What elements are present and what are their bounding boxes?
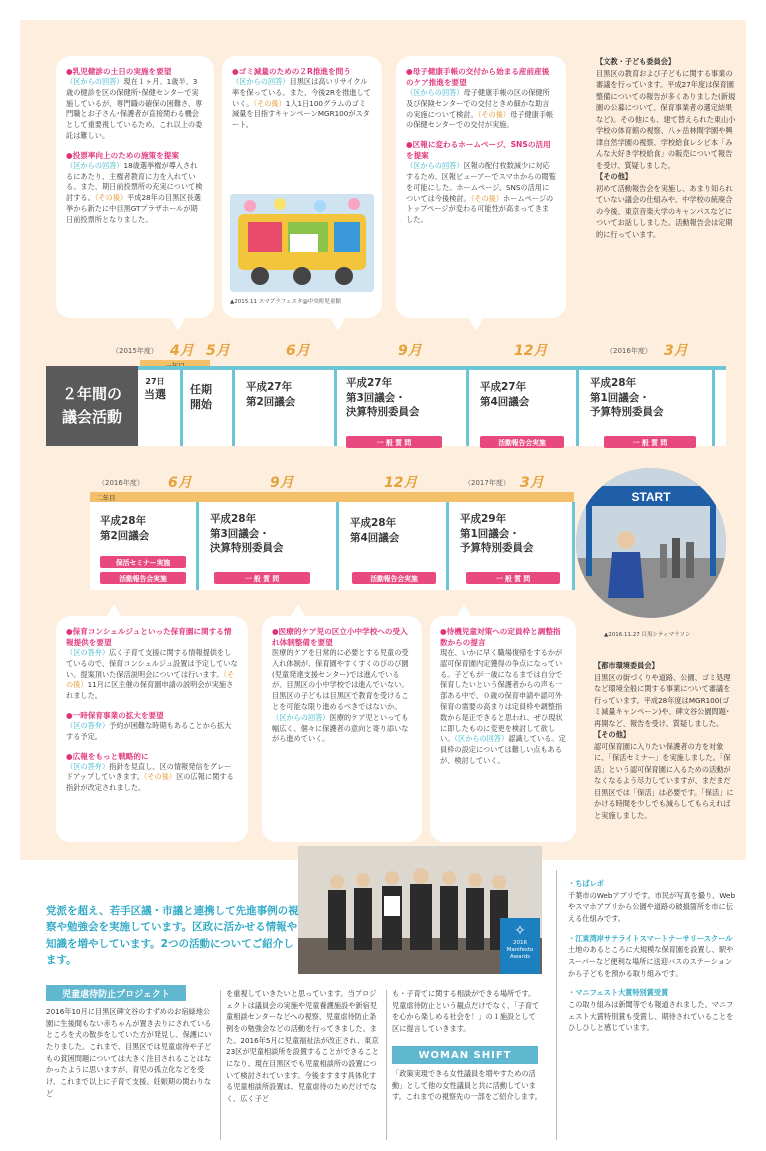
cell-line: 第2回議会 [246,395,296,408]
tag: （その後） [143,772,177,782]
cell-line: 平成28年 [590,377,637,389]
bubble-tail [468,317,484,331]
column-divider [220,990,221,1140]
badge-seminar: 保活セミナー実施 [100,556,186,568]
cell-line: 平成27年 [346,377,393,389]
month-sep: 9月 [270,475,294,491]
committee-text: 目黒区の教育および子どもに関する事業の審議を行っています。平成27年度は保育園整備についての報告が多くありました(新規園の公募について、保育事業者の選定結果など)。その他にも、建て替えられた東山小学校の体育館の視察、八ヶ岳林間学園や興津自然学園の視察、学校給食レシピ本「みんな大好き学校給食」の販売について報告を受け、質疑しました。 [596,68,736,170]
fiscal-year-label: （2017年度） [464,479,510,487]
cell-line: 予算特別委員会 [590,406,664,419]
cell-2017-mar [460,512,534,556]
text: 区の広報に関する指針が改定されました。 [66,772,234,793]
tag: （その後） [470,193,504,203]
tag: （区の答弁） [66,648,110,657]
section1-col1: 2016年10月に目黒区碑文谷のすずめのお宿緑地公園に生後間もない赤ちゃんが置き去りにされているところを犬の散歩をしていた方が発見し、保護にいたりました。これまで、目黒区では児童虐待や子どもの貧困問題については大きく注目されることはなかったように思いますが、育児の孤立化などを受け、これまで以上に子育て支援、妊娠期の関わりなど [46,1007,212,1098]
committee-education [596,56,736,240]
tag: （区からの回答） [406,161,464,171]
cell-2016-mar [590,376,664,420]
item-maternity [406,66,556,131]
cell-2016-dec [350,516,399,545]
bubble-tail [330,317,346,331]
badge-activity-report: 活動報告会実施 [480,436,564,448]
section1-col2: を重視していきたいと思っています。当プロジェクトは議員会の実施や児童養護施設や新宿児童相談センターなどへの視察、児童虐待防止条例をの勉強会などの活動を行ってきました。また、2016年5月に児童福祉法が改正され、東京23区が児童相談所を設置することができることになり、現在目黒区でも児童相談所の設置について検討されています。今後ますます具体化する児童相談所設置は、児童虐待のためだけでなく、広く子ど [226,989,379,1103]
badge-general-question: 一 般 質 問 [604,436,696,448]
tag: （区からの回答） [406,88,464,97]
text: 目黒区は高いリサイクル率を保っている。また、今後2Rを推進していく。 [232,77,371,108]
cell-line: 平成27年 [246,381,293,393]
badge-general-question: 一 般 質 問 [346,436,442,448]
year-bar-2 [90,492,574,502]
text: 医療的ケアを日常的に必要とする児童の受入れ体制が、保育園やすくすくのびのび園(児童発達支援センター)では進んでいるが、目黒区の小中学校では進んでいない。目黒区の子どもは目黒区で教育を受けることを可能な限り進めるべきではないか。 [272,648,409,711]
heading: ●ゴミ減量のための２R推進を問う [232,67,351,76]
column-divider [556,870,557,1140]
tag: （その後） [94,193,128,203]
tag: （その後） [477,109,511,119]
cell-line: 決算特別委員会 [210,542,284,555]
marathon-caption: ▲2016.11.27 目黒シティマラソン [604,632,691,638]
tag: （区からの回答） [66,160,124,170]
tag: （その後） [253,98,286,108]
cell-line: 当選 [144,388,166,402]
tag: （区の答弁） [66,761,110,771]
other-title: 【その他】 [596,172,632,182]
cell-2015-sep [346,376,420,420]
cell-2016-jun [100,514,149,543]
cell-line: 任期 [190,383,212,396]
side-item-title: ・マニフェスト大賞特別賞受賞 [568,988,669,998]
text: 広く子育て支援に関する情報提供をしているので、保育コンシェルジュ設置は予定していない。提案頂いた保活説明会については行います。 [66,648,238,679]
section2-text: 「政策実現できる女性議員を増やすための活動」として他の女性議員と共に活動しています。これまでの視察先の一部をご紹介します。 [392,1069,542,1102]
year-label: 二年目 [96,493,116,502]
heading: ●一時保育事業の拡大を要望 [66,710,164,720]
committee-text: 目黒区の街づくりや道路、公園、ゴミ処理など環境全般に関する事業について審議を行っています。平成28年度はMGR100(ゴミ減量キャンペーン)や、碑文谷公園問題･再開など、報告を受け、質疑しました。 [594,672,731,728]
committee-environment [594,660,734,821]
text: 母子健康手帳の区の保健所及び保険センターでの交付ときめ細かな助言の実施について検討。 [406,88,550,119]
text: 平成28年の目黒区長選挙から新たに中目黒GTプラザホールが期日前投票所となりました。 [66,193,201,224]
heading: ●保育コンシェルジュといった保育園に関する情報提供を要望 [66,627,232,647]
side-item-text: 千葉市のWebアプリです。市民が写真を撮り、Webやスマホアプリから公園や道路の破損箇所を市に伝える仕組みです。 [568,890,736,923]
text: 区報の配付枚数減少に対応するため、区報ビューアーでスマホからの閲覧を可能にした。ホームページ、SNSの活用については今後検討。 [406,161,556,203]
item-voting [66,150,204,226]
cell-line: 第4回議会 [350,531,400,544]
item-concierge [66,626,238,702]
text: 予約が困難な時期もあることから拡大する予定。 [66,720,232,741]
train-illustration [230,194,374,292]
cell-line: 第2回議会 [100,529,150,542]
side-item-nursery [568,933,736,980]
bubble-tail [606,317,622,331]
text: 現在、いかに早く職場復帰をするかが認可保育園内定獲得の争点になっている。子どもが一歳になるまでは自分で保育したいという保護者からの声も一部ある中で、０歳の保育申請や認可外保育の需要の高まりは定員枠や調整指数から是正できると思われ、ぜひ現状に即したものに変更を検討して欲しい。 [440,648,563,744]
heading: ●待機児童対策への定員枠と調整指数からの提言 [440,627,561,647]
month-jun: 6月 [286,343,310,359]
badge-general-question: 一 般 質 問 [214,572,310,584]
heading: ●広報をもっと戦略的に [66,751,149,761]
marathon-illustration [576,468,726,618]
item-infant-checkup [66,66,204,142]
heading: ●投票率向上のための施策を提案 [66,150,179,160]
text: 11月に区主催の保育園申請の説明会が実施されました。 [66,680,234,701]
heading: ●区報に変わるホームページ、SNSの活用を提案 [406,140,551,161]
month-mar: 3月 [664,343,688,359]
activities-lead: 党派を超え、若手区議・市議と連携して先進事例の視察や勉強会を実施しています。区政に活かせる情報や知識を増やしています。2つの活動についてご紹介します。 [46,905,299,966]
cell-line: 平成28年 [100,515,147,527]
month-mar: 3月 [520,475,544,491]
fiscal-year-label: （2016年度） [606,347,652,355]
cell-election [144,376,166,403]
text: 医療的ケア児といっても幅広く、個々に保護者の意向と寄り添いながら進めていく。 [272,712,409,744]
month-dec: 12月 [384,475,418,491]
text: 指針を見直し、区の情報発信をグレードアップしていきます。 [66,761,232,782]
item-sns [406,139,556,226]
section1-col3: も・子育てに関する相談ができる場所です。児童虐待防止という観点だけでなく、「子育てを心から楽しめる社会を！」の１施設として区に提言していきます。 [392,989,540,1033]
divider [572,502,575,590]
heading: ●乳児健診の土日の実施を要望 [66,67,172,76]
section-label-woman-shift: WOMAN SHIFT [392,1046,538,1064]
section-label-abuse-prevention: 児童虐待防止プロジェクト [46,985,186,1001]
heading: ●医療的ケア児の区立小中学校への受入れ体制整備を要望 [272,627,408,647]
fiscal-year-label: （2015年度） [112,347,158,355]
cell-line: 平成28年 [210,513,257,525]
manifesto-award-badge [500,918,540,974]
month-apr: 4月 [170,343,194,359]
month-may: 5月 [206,343,230,359]
badge-general-question: 一 般 質 問 [466,572,560,584]
bubble-top-mid [222,56,382,318]
badge-activity-report: 活動報告会実施 [352,572,436,584]
text: 母子健康手帳の保健センターでの交付が実施。 [406,109,554,130]
committee-title: 【都市環境委員会】 [594,661,659,670]
text: 1人1日100グラムのゴミ減量を目指すキャンペーンMGR100がスタート。 [232,98,370,130]
divider [334,366,337,446]
text: 現在１ヶ月、1歳半、3歳の健診を区の保健所･保健センターで実施しているが、専門職の確保の困難さ、専門職とお子さん･保護者が直接関わる機会として重要視しているため、これ以上の委託は難しい。 [66,77,203,140]
cell-line: 第1回議会・ [460,527,520,540]
side-item-text: 土地のあるところに大規模な保育園を設置し、駅やスーパーなど便利な場所に送迎バスのステーションから子どもを預かる取り組みです。 [568,945,734,978]
divider [336,502,339,590]
title-line: 議会活動 [61,408,122,426]
tag: （区の答弁） [66,720,110,730]
other-title: 【その他】 [594,730,630,740]
title-line: ２年間の [61,384,122,403]
side-item-title: ・ちばレポ [568,879,604,888]
divider [196,502,199,590]
award-icon: ✧ [514,923,526,939]
divider [232,366,235,446]
side-item-chibarepo [568,878,736,925]
start-banner-text: START [631,490,671,504]
recycling-photo [230,194,374,292]
divider [180,366,183,446]
divider [712,366,715,446]
award-line: Manifesto [506,947,534,954]
bubble-top-left [56,56,214,318]
tag: （区からの回答） [454,734,509,744]
cell-line: 第4回議会 [480,395,530,408]
cell-2015-dec [480,380,529,409]
item-pr [66,751,238,794]
timeline-title [46,366,138,446]
cell-line: 平成27年 [480,381,527,393]
marathon-photo [576,468,726,618]
side-item-title: ・江東湾岸サテライトスマートナーサリースクール [568,933,733,943]
divider [446,502,449,590]
badge-activity-report: 活動報告会実施 [100,572,186,584]
column-divider [386,990,387,1140]
award-line: Awards [510,954,530,961]
side-list [568,878,736,1034]
cell-line: 平成29年 [460,513,507,525]
photo-caption: ▲2015.11 スマプラフェスタ@中央町児童館 [230,299,341,305]
bubble-bottom-mid [262,616,422,842]
divider [576,366,579,446]
text: ホームページのトップページが変わる可能性が高まってきました。 [406,193,554,225]
month-sep: 9月 [398,343,422,359]
cell-line: 開始 [190,398,212,412]
other-text: 初めて活動報告会を実施し、あまり知られていない議会の仕組みや、中学校の統廃合の今後、東京音楽大学のキャンパスなどについてお話ししました。活動報告会は定期的に行っています。 [596,183,733,239]
fiscal-year-label: （2016年度） [98,479,144,487]
cell-line: 決算特別委員会 [346,406,420,419]
month-dec: 12月 [514,343,548,359]
month-jun: 6月 [168,475,192,491]
tag: （区からの回答） [232,77,290,86]
cell-line: 平成28年 [350,517,397,529]
side-item-award [568,987,736,1034]
cell-line: 第3回議会・ [210,527,270,540]
divider [466,366,469,446]
heading: ●母子健康手帳の交付から始まる産前産後のケア推進を要望 [406,67,550,87]
item-temp-care [66,710,238,743]
cell-line: 第1回議会・ [590,391,650,404]
text: 18歳選挙権が導入されるにあたり、主権者教育に力を入れている。また、期日前投票所の充実について検討する。 [66,160,203,203]
cell-2016-sep [210,512,284,556]
cell-line: 27日 [145,377,165,386]
cell-line: 予算特別委員会 [460,542,534,555]
bubble-bottom-left [56,616,248,842]
cell-term-start [190,382,212,413]
text: 認識している。定員枠の設定については難しい点もあるが、検討していく。 [440,734,566,765]
side-item-text: この取り組みは新聞等でも報道されました。マニフェスト大賞特別賞も受賞し、期待されていることをひしひしと感じています。 [568,999,734,1033]
committee-title: 【文教・子ども委員会】 [596,57,676,66]
tag: （その後） [66,669,235,690]
tag: （区からの回答） [272,712,330,722]
timeline-rail [138,366,726,370]
tag: （区からの回答） [66,77,124,86]
cell-line: 第3回議会・ [346,391,406,404]
bubble-bottom-right [430,616,576,842]
other-text: 認可保育園に入りたい保護者の方を対象に、「保活セミナー」を実施しました。「保活」という認可保育園に入るための活動がなくなるよう尽力していますが、まだまだ目黒区では「保活」は必要です。「保活」にかける時間を少しでも減らしてもらえればと実施しました。 [594,741,734,820]
bubble-tail [170,317,186,331]
cell-2015-jun [246,380,295,409]
bubble-top-right [396,56,566,318]
award-year: 2016 [513,940,527,947]
